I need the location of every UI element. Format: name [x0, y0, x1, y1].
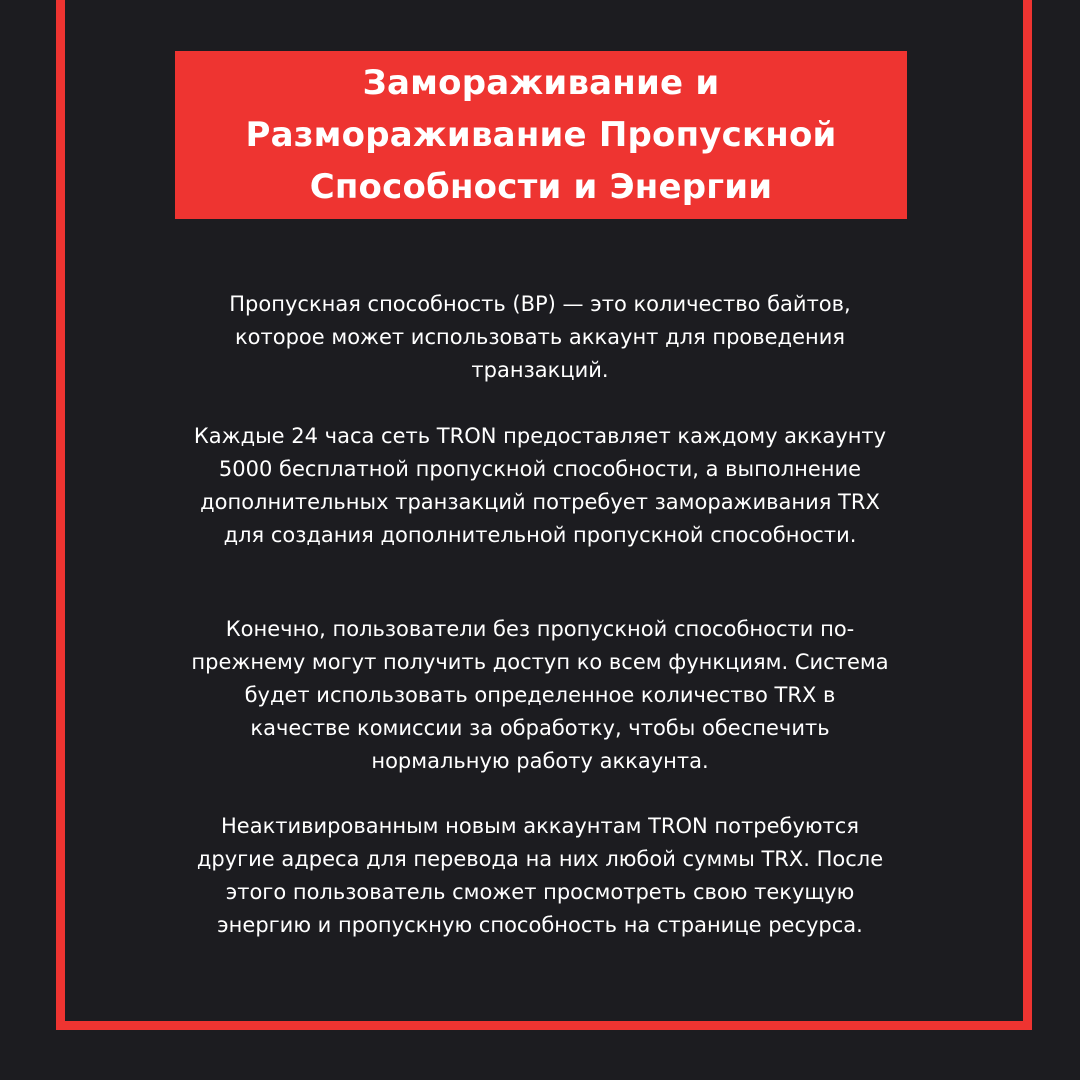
text-line: для создания дополнительной пропускной способности.	[223, 523, 857, 547]
text-line: Пропускная способность (BP) — это количество байтов,	[229, 292, 851, 316]
text-line: которое может использовать аккаунт для проведения	[234, 325, 845, 349]
text-line: Неактивированным новым аккаунтам TRON потребуются	[221, 814, 859, 838]
text-line: нормальную работу аккаунта.	[371, 749, 709, 773]
title-line: Размораживание Пропускной	[245, 115, 837, 155]
text-line: энергию и пропускную способность на странице ресурса.	[217, 913, 863, 937]
title-line: Способности и Энергии	[309, 167, 773, 207]
paragraph-free-bandwidth	[120, 420, 960, 552]
title-line: Замораживание и	[362, 63, 720, 103]
text-line: Каждые 24 часа сеть TRON предоставляет каждому аккаунту	[193, 424, 887, 448]
title-banner	[175, 51, 907, 219]
text-line: будет использовать определенное количество TRX в	[244, 683, 836, 707]
text-line: Конечно, пользователи без пропускной способности по-	[225, 617, 855, 641]
text-line: этого пользователь сможет просмотреть свою текущую	[225, 880, 855, 904]
text-line: 5000 бесплатной пропускной способности, а выполнение	[218, 457, 862, 481]
paragraph-bandwidth-definition	[120, 288, 960, 387]
paragraph-no-bandwidth-users	[120, 613, 960, 778]
text-line: другие адреса для перевода на них любой суммы TRX. После	[196, 847, 884, 871]
page-title	[245, 57, 836, 213]
text-line: качестве комиссии за обработку, чтобы обеспечить	[250, 716, 830, 740]
paragraph-inactive-accounts	[120, 810, 960, 942]
text-line: дополнительных транзакций потребует замораживания TRX	[200, 490, 880, 514]
text-line: транзакций.	[471, 358, 609, 382]
text-line: прежнему могут получить доступ ко всем функциям. Система	[191, 650, 889, 674]
